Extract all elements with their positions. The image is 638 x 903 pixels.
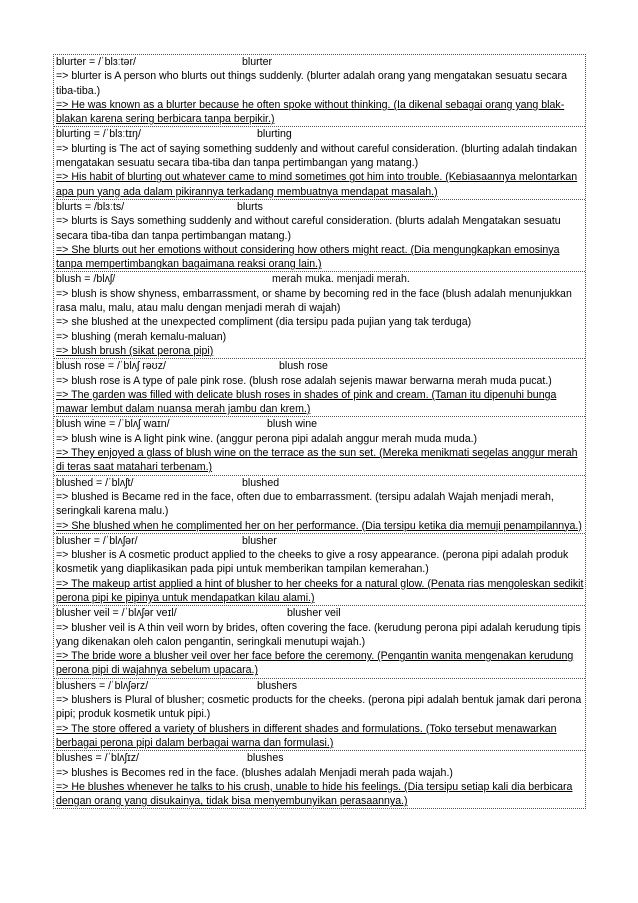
entry-line: => blurts is Says something suddenly and without careful consideration. (blurts adalah Mengatakan sesuatu secara tiba-tiba dan tanpa pertimbangan matang.) xyxy=(56,215,561,242)
entry-word-pronunciation: blusher veil = /ˈblʌʃər veɪl/ xyxy=(56,607,177,620)
entry-translation: blurting xyxy=(257,128,292,141)
entry-translation: blusher xyxy=(242,534,277,547)
entry-headline xyxy=(56,55,584,69)
entry-line: => She blushed when he complimented her on her performance. (Dia tersipu ketika dia memuji penampilannya.) xyxy=(56,519,582,532)
entry-word-pronunciation: blushers = /ˈblʌʃərz/ xyxy=(56,679,149,692)
entry-word-pronunciation: blushes = /ˈblʌʃɪz/ xyxy=(56,752,139,765)
entry-word-pronunciation: blush rose = /ˈblʌʃ rəʊz/ xyxy=(56,360,166,373)
entry-headline xyxy=(56,417,584,431)
entry-word-pronunciation: blush = /blʌʃ/ xyxy=(56,273,116,286)
dictionary-entry xyxy=(54,127,585,199)
entry-line: => She blurts out her emotions without considering how others might react. (Dia mengungkapkan emosinya tanpa mempertimbangkan bagaimana reaksi orang lain.) xyxy=(56,243,560,271)
entry-word-pronunciation: blurting = /ˈblɜːtɪŋ/ xyxy=(56,128,141,141)
dictionary-entry xyxy=(54,200,585,272)
entry-word-pronunciation: blush wine = /ˈblʌʃ waɪn/ xyxy=(56,418,170,431)
entry-line: => blushing (merah kemalu-maluan) xyxy=(56,330,227,343)
entry-headline xyxy=(56,679,584,693)
entry-line: => blusher is A cosmetic product applied to the cheeks to give a rosy appearance. (perona pipi adalah produk kosmetik yang diaplikasikan pada pipi untuk memberikan tampilan kemerahan.) xyxy=(56,549,569,576)
dictionary-entry xyxy=(54,55,585,127)
entry-translation: merah muka. menjadi merah. xyxy=(272,273,410,286)
entry-headline xyxy=(56,200,584,214)
entry-line: => blurter is A person who blurts out things suddenly. (blurter adalah orang yang mengatakan sesuatu secara tiba-tiba.) xyxy=(56,70,567,97)
entry-line: => blush wine is A light pink wine. (anggur perona pipi adalah anggur merah muda muda.) xyxy=(56,432,478,445)
entry-line: => They enjoyed a glass of blush wine on the terrace as the sun set. (Mereka menikmati segelas anggur merah di teras saat matahari terbenam.) xyxy=(56,447,578,474)
entry-line: => The store offered a variety of blushers in different shades and formulations. (Toko tersebut menawarkan berbagai perona pipi dalam berbagai warna dan formulasi.) xyxy=(56,722,557,749)
entry-headline xyxy=(56,751,584,765)
dictionary-entry xyxy=(54,606,585,678)
dictionary-entry xyxy=(54,534,585,606)
entry-translation: blurts xyxy=(237,200,263,213)
entry-line: => The makeup artist applied a hint of blusher to her cheeks for a natural glow. (Penata rias mengoleskan sedikit perona pipi ke pipinya untuk mendapatkan kilau alami.) xyxy=(56,577,584,604)
entry-headline xyxy=(56,272,584,286)
entry-translation: blushers xyxy=(257,679,298,692)
entry-line: => blush rose is A type of pale pink rose. (blush rose adalah sejenis mawar berwarna merah muda pucat.) xyxy=(56,374,552,387)
entry-headline xyxy=(56,359,584,373)
entry-line: => blushes is Becomes red in the face. (blushes adalah Menjadi merah pada wajah.) xyxy=(56,766,453,779)
entry-translation: blush wine xyxy=(267,418,318,431)
dictionary-entry xyxy=(54,476,585,534)
entry-translation: blusher veil xyxy=(287,607,341,620)
entry-line: => The garden was filled with delicate blush roses in shades of pink and cream. (Taman itu dipenuhi bunga mawar lembut dalam nuansa merah jambu dan krem.) xyxy=(56,388,557,416)
entry-headline xyxy=(56,127,584,141)
entry-line: => she blushed at the unexpected compliment (dia tersipu pada pujian yang tak terduga) xyxy=(56,316,472,329)
entry-translation: blushed xyxy=(242,476,280,489)
entry-line: => The bride wore a blusher veil over her face before the ceremony. (Pengantin wanita mengenakan kerudung perona pipi di wajahnya sebelum upacara.) xyxy=(56,650,574,677)
dictionary-entry xyxy=(54,751,585,808)
entry-line: => blurting is The act of saying something suddenly and without careful consideration. (blurting adalah tindakan mengatakan sesuatu secara tiba-tiba dan tanpa pertimbangan yang matang.) xyxy=(56,142,577,170)
entry-line: => blusher veil is A thin veil worn by brides, often covering the face. (kerudung perona pipi adalah kerudung tipis yang dikenakan oleh calon pengantin, seringkali menutupi wajah.) xyxy=(56,621,581,648)
entry-headline xyxy=(56,534,584,548)
entry-translation: blushes xyxy=(247,752,284,765)
entry-line: => His habit of blurting out whatever came to mind sometimes got him into trouble. (Kebiasaannya melontarkan apa pun yang ada dalam pikirannya terkadang membuatnya mendapat masalah.) xyxy=(56,171,578,198)
entry-word-pronunciation: blurter = /ˈblɜːtər/ xyxy=(56,56,136,68)
dictionary-entry xyxy=(54,679,585,751)
entry-translation: blurter xyxy=(242,56,273,68)
entry-word-pronunciation: blushed = /ˈblʌʃt/ xyxy=(56,476,134,489)
entry-headline xyxy=(56,606,584,620)
entry-line: => He blushes whenever he talks to his crush, unable to hide his feelings. (Dia tersipu setiap kali dia berbicara dengan orang yang disukainya, tidak bisa menyembunyikan perasaannya.) xyxy=(56,780,573,808)
dictionary-table xyxy=(53,54,586,809)
dictionary-entry xyxy=(54,359,585,417)
entry-word-pronunciation: blusher = /ˈblʌʃər/ xyxy=(56,534,138,547)
entry-line: => blushed is Became red in the face, often due to embarrassment. (tersipu adalah Wajah menjadi merah, seringkali karena malu.) xyxy=(56,490,554,518)
entry-translation: blush rose xyxy=(279,360,328,373)
entry-line: => blush is show shyness, embarrassment, or shame by becoming red in the face (blush adalah menunjukkan rasa malu, malu, atau malu dengan menjadi merah di wajah) xyxy=(56,287,572,315)
dictionary-entry xyxy=(54,417,585,475)
entry-headline xyxy=(56,476,584,490)
dictionary-entry xyxy=(54,272,585,359)
entry-line: => blushers is Plural of blusher; cosmetic products for the cheeks. (perona pipi adalah bentuk jamak dari perona pipi; produk kosmetik untuk pipi.) xyxy=(56,694,582,721)
entry-word-pronunciation: blurts = /blɜːts/ xyxy=(56,200,125,213)
entry-line: => He was known as a blurter because he often spoke without thinking. (Ia dikenal sebagai orang yang blak-blakan karena sering berbicara tanpa berpikir.) xyxy=(56,98,565,126)
entry-line: => blush brush (sikat perona pipi) xyxy=(56,344,214,357)
